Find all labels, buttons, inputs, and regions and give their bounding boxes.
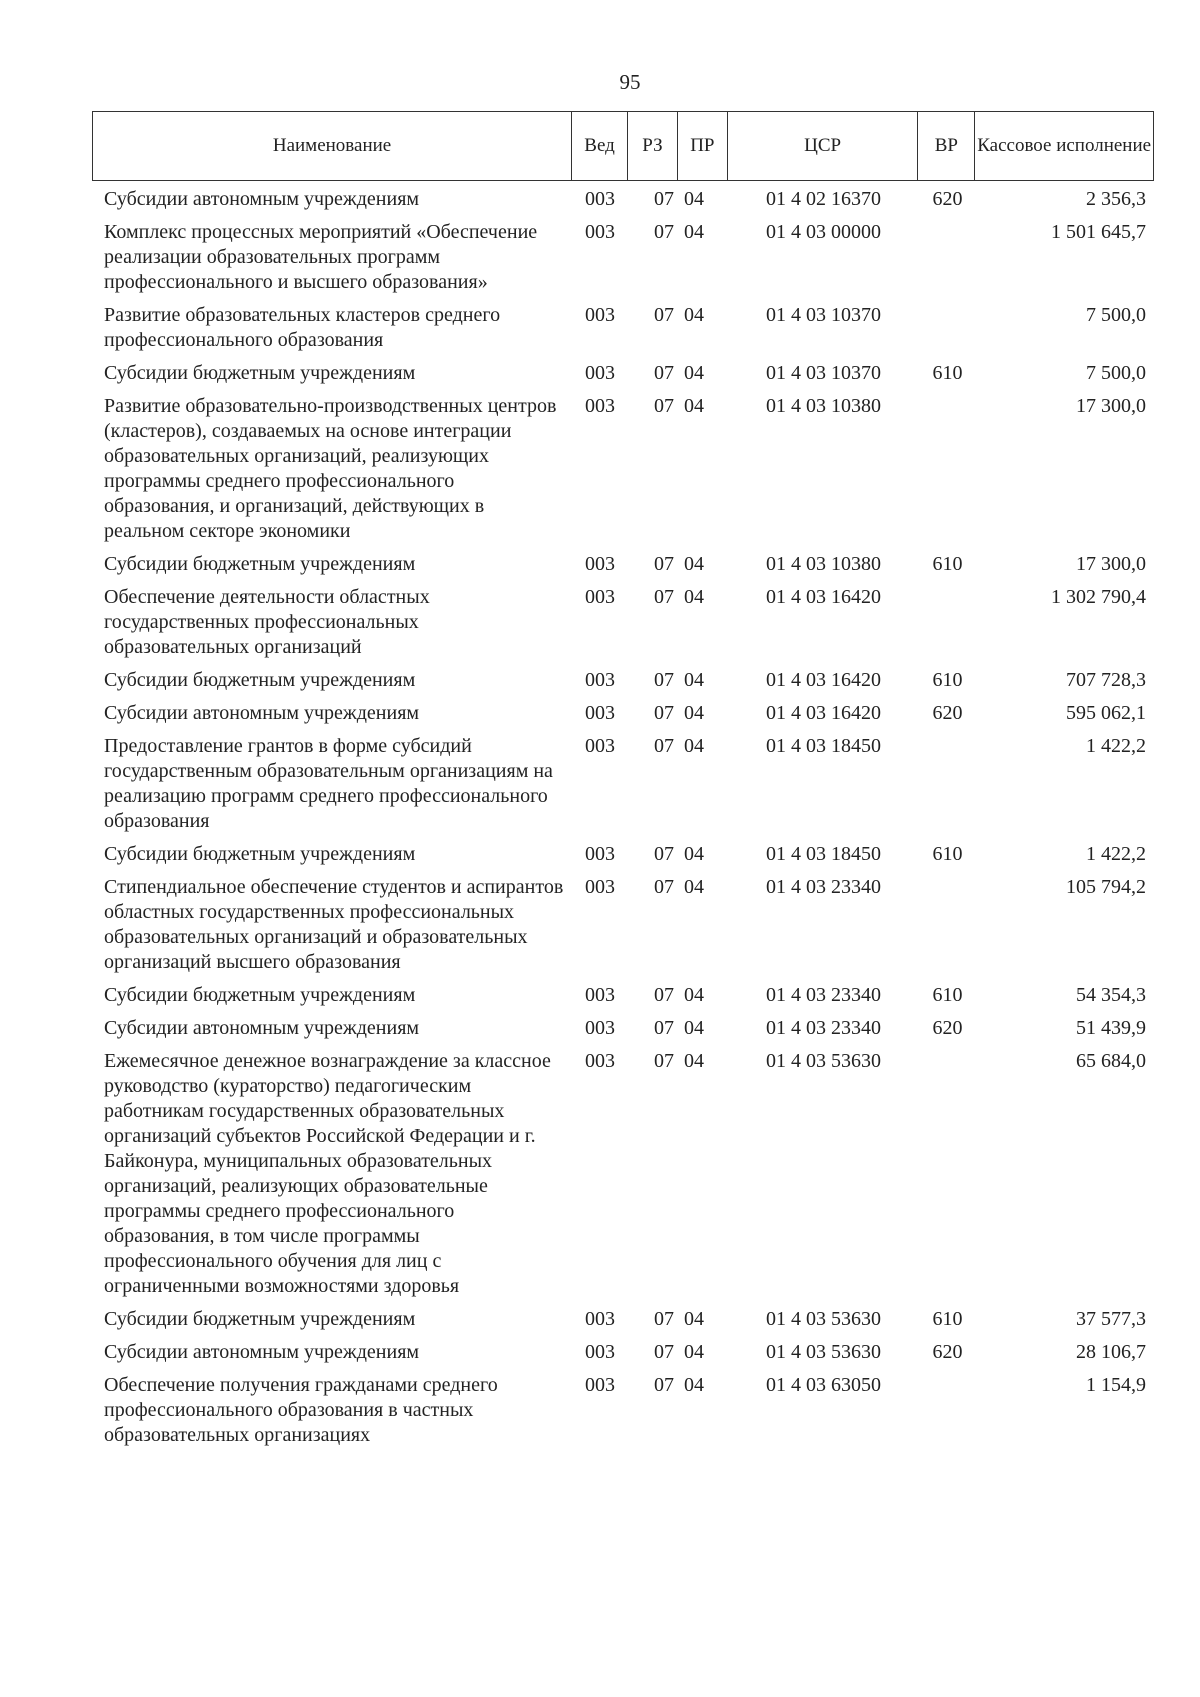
cell-csr: 01 4 03 23340	[766, 876, 881, 898]
cell-amount: 1 422,2	[1086, 843, 1146, 865]
table-row	[92, 1340, 1154, 1365]
cell-pr: 04	[684, 984, 704, 1006]
cell-rz: 07	[654, 876, 674, 898]
cell-name: Субсидии автономным учреждениям	[104, 1341, 420, 1363]
cell-pr: 04	[684, 188, 704, 210]
cell-vr: 610	[932, 984, 963, 1006]
cell-vr: 610	[932, 669, 963, 691]
table-header	[92, 111, 1154, 181]
cell-amount: 28 106,7	[1076, 1341, 1146, 1363]
cell-name: Стипендиальное обеспечение студентов и аспирантов областных государственных профессиональных образовательных организаций и образовательных организаций высшего образования	[104, 876, 564, 973]
cell-pr: 04	[684, 553, 704, 575]
cell-name: Развитие образовательно-производственных центров (кластеров), создаваемых на основе интеграции образовательных организаций, реализующих программы среднего профессионального образования, и организаций, действующих в реальном секторе экономики	[104, 395, 557, 542]
cell-csr: 01 4 03 10380	[766, 395, 881, 417]
cell-vr: 610	[932, 843, 963, 865]
cell-ved: 003	[585, 876, 615, 898]
cell-pr: 04	[684, 1308, 704, 1330]
cell-amount: 65 684,0	[1076, 1050, 1146, 1072]
cell-rz: 07	[654, 362, 674, 384]
cell-pr: 04	[684, 1050, 704, 1072]
table-row	[92, 552, 1154, 577]
header-ved: Вед	[572, 112, 628, 180]
cell-name: Субсидии автономным учреждениям	[104, 188, 420, 210]
cell-name: Ежемесячное денежное вознаграждение за классное руководство (кураторство) педагогическим работникам государственных образовательных организаций субъектов Российской Федерации и г. Байконура, муниципальных образовательных организаций, реализующих образовательные программы среднего профессионального образования, в том числе программы профессионального обучения для лиц с ограниченными возможностями здоровья	[104, 1050, 551, 1297]
cell-csr: 01 4 03 10370	[766, 362, 881, 384]
cell-csr: 01 4 03 53630	[766, 1308, 881, 1330]
cell-pr: 04	[684, 1017, 704, 1039]
cell-vr: 610	[932, 1308, 963, 1330]
cell-name: Субсидии автономным учреждениям	[104, 1017, 420, 1039]
cell-vr: 620	[932, 188, 963, 210]
cell-csr: 01 4 03 53630	[766, 1050, 881, 1072]
table-row	[92, 983, 1154, 1008]
cell-pr: 04	[684, 304, 704, 326]
cell-ved: 003	[585, 304, 615, 326]
cell-rz: 07	[654, 1050, 674, 1072]
table-row	[92, 394, 1154, 544]
cell-pr: 04	[684, 395, 704, 417]
cell-amount: 1 154,9	[1086, 1374, 1146, 1396]
cell-amount: 1 422,2	[1086, 735, 1146, 757]
cell-vr: 610	[932, 553, 963, 575]
cell-ved: 003	[585, 395, 615, 417]
cell-amount: 1 501 645,7	[1051, 221, 1146, 243]
cell-pr: 04	[684, 735, 704, 757]
cell-ved: 003	[585, 702, 615, 724]
cell-rz: 07	[654, 304, 674, 326]
cell-amount: 2 356,3	[1086, 188, 1146, 210]
cell-name: Субсидии автономным учреждениям	[104, 702, 420, 724]
page-number: 95	[619, 70, 641, 94]
table-row	[92, 585, 1154, 660]
cell-amount: 54 354,3	[1076, 984, 1146, 1006]
cell-name: Субсидии бюджетным учреждениям	[104, 1308, 416, 1330]
cell-ved: 003	[585, 984, 615, 1006]
cell-amount: 7 500,0	[1086, 362, 1146, 384]
cell-ved: 003	[585, 221, 615, 243]
cell-pr: 04	[684, 586, 704, 608]
cell-vr: 620	[932, 1017, 963, 1039]
cell-amount: 1 302 790,4	[1051, 586, 1146, 608]
cell-ved: 003	[585, 188, 615, 210]
cell-ved: 003	[585, 1308, 615, 1330]
cell-ved: 003	[585, 1050, 615, 1072]
cell-csr: 01 4 03 23340	[766, 984, 881, 1006]
cell-amount: 17 300,0	[1076, 395, 1146, 417]
cell-vr: 620	[932, 702, 963, 724]
cell-rz: 07	[654, 188, 674, 210]
cell-amount: 707 728,3	[1066, 669, 1146, 691]
cell-csr: 01 4 03 18450	[766, 843, 881, 865]
cell-amount: 51 439,9	[1076, 1017, 1146, 1039]
header-vr: ВР	[918, 112, 975, 180]
header-csr: ЦСР	[728, 112, 919, 180]
cell-rz: 07	[654, 669, 674, 691]
cell-name: Комплекс процессных мероприятий «Обеспечение реализации образовательных программ профессионального и высшего образования»	[104, 221, 538, 293]
budget-table	[92, 111, 1154, 1456]
cell-name: Развитие образовательных кластеров среднего профессионального образования	[104, 304, 501, 351]
cell-csr: 01 4 03 23340	[766, 1017, 881, 1039]
header-kassovoe-ispolnenie: Кассовое исполнение	[977, 134, 1152, 156]
cell-amount: 17 300,0	[1076, 553, 1146, 575]
cell-rz: 07	[654, 221, 674, 243]
cell-amount: 105 794,2	[1066, 876, 1146, 898]
cell-csr: 01 4 03 18450	[766, 735, 881, 757]
table-row	[92, 701, 1154, 726]
cell-csr: 01 4 03 10370	[766, 304, 881, 326]
table-row	[92, 842, 1154, 867]
cell-rz: 07	[654, 1374, 674, 1396]
cell-ved: 003	[585, 1374, 615, 1396]
cell-amount: 595 062,1	[1066, 702, 1146, 724]
cell-rz: 07	[654, 702, 674, 724]
cell-amount: 37 577,3	[1076, 1308, 1146, 1330]
cell-csr: 01 4 03 53630	[766, 1341, 881, 1363]
cell-rz: 07	[654, 1017, 674, 1039]
header-name: Наименование	[93, 112, 572, 180]
cell-rz: 07	[654, 586, 674, 608]
cell-pr: 04	[684, 221, 704, 243]
cell-rz: 07	[654, 395, 674, 417]
cell-csr: 01 4 03 16420	[766, 702, 881, 724]
cell-pr: 04	[684, 702, 704, 724]
table-row	[92, 1307, 1154, 1332]
cell-name: Субсидии бюджетным учреждениям	[104, 843, 416, 865]
cell-vr: 610	[932, 362, 963, 384]
cell-pr: 04	[684, 669, 704, 691]
cell-name: Предоставление грантов в форме субсидий государственным образовательным организациям на реализацию программ среднего профессионального образования	[104, 735, 553, 832]
cell-name: Субсидии бюджетным учреждениям	[104, 553, 416, 575]
cell-csr: 01 4 02 16370	[766, 188, 881, 210]
cell-amount: 7 500,0	[1086, 304, 1146, 326]
cell-csr: 01 4 03 16420	[766, 586, 881, 608]
table-row	[92, 875, 1154, 975]
table-row	[92, 668, 1154, 693]
cell-ved: 003	[585, 553, 615, 575]
table-row	[92, 1049, 1154, 1299]
table-row	[92, 1016, 1154, 1041]
cell-ved: 003	[585, 1341, 615, 1363]
cell-name: Обеспечение деятельности областных государственных профессиональных образовательных организаций	[104, 586, 430, 658]
cell-rz: 07	[654, 984, 674, 1006]
cell-rz: 07	[654, 553, 674, 575]
cell-vr: 620	[932, 1341, 963, 1363]
cell-ved: 003	[585, 843, 615, 865]
cell-rz: 07	[654, 1308, 674, 1330]
table-body	[92, 181, 1154, 1448]
cell-csr: 01 4 03 16420	[766, 669, 881, 691]
cell-name: Субсидии бюджетным учреждениям	[104, 669, 416, 691]
cell-rz: 07	[654, 735, 674, 757]
table-row	[92, 303, 1154, 353]
cell-pr: 04	[684, 1341, 704, 1363]
table-row	[92, 734, 1154, 834]
header-rz: РЗ	[628, 112, 678, 180]
cell-pr: 04	[684, 362, 704, 384]
cell-ved: 003	[585, 362, 615, 384]
cell-ved: 003	[585, 586, 615, 608]
table-row	[92, 220, 1154, 295]
table-row	[92, 187, 1154, 212]
cell-name: Субсидии бюджетным учреждениям	[104, 984, 416, 1006]
cell-rz: 07	[654, 843, 674, 865]
table-row	[92, 1373, 1154, 1448]
cell-name: Субсидии бюджетным учреждениям	[104, 362, 416, 384]
cell-csr: 01 4 03 63050	[766, 1374, 881, 1396]
cell-pr: 04	[684, 876, 704, 898]
cell-ved: 003	[585, 735, 615, 757]
table-row	[92, 361, 1154, 386]
cell-name: Обеспечение получения гражданами среднего профессионального образования в частных образовательных организациях	[104, 1374, 498, 1446]
header-pr: ПР	[678, 112, 728, 180]
cell-pr: 04	[684, 1374, 704, 1396]
cell-ved: 003	[585, 669, 615, 691]
cell-csr: 01 4 03 10380	[766, 553, 881, 575]
cell-pr: 04	[684, 843, 704, 865]
cell-csr: 01 4 03 00000	[766, 221, 881, 243]
cell-rz: 07	[654, 1341, 674, 1363]
cell-ved: 003	[585, 1017, 615, 1039]
